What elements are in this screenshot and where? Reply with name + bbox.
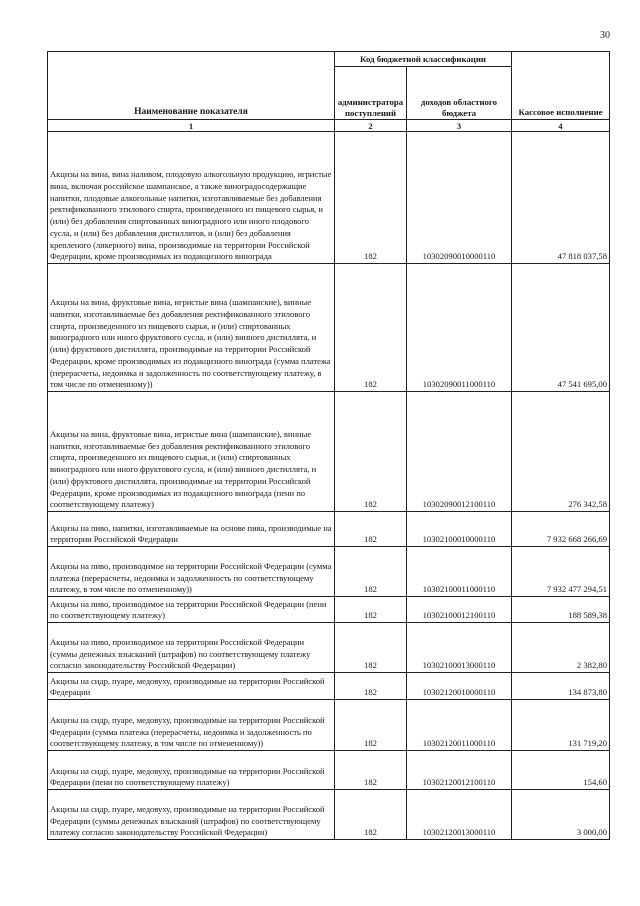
row-amount: 7 932 477 294,51 [512,547,610,597]
row-revenue-code: 10302100012100110 [407,597,512,623]
row-amount: 3 000,00 [512,790,610,840]
page-number: 30 [600,30,610,41]
table-row [48,673,610,700]
table-row [48,547,610,597]
row-revenue-code: 10302120012100110 [407,751,512,790]
row-revenue-code: 10302090012100110 [407,392,512,512]
column-numbers-row [48,120,610,132]
row-name: Акцизы на вина, фруктовые вина, игристые вина (шампанские), винные напитки, изготавливаемые без добавления ректификованного этилового спирта, произведенного из пищевого сырья, и (или) спиртованных виноградного или иного фруктового сусла, и (или) винного дистиллята, и (или) фруктового дистиллята, производимые на территории Российской Федерации, кроме производимых из подакцизного винограда (сумма платежа (перерасчеты, недоимка и задолженность по соответствующему платежу, в том числе по отмененному)) [48,264,335,392]
row-amount: 131 719,20 [512,700,610,751]
row-revenue-code: 10302090011000110 [407,264,512,392]
row-name: Акцизы на сидр, пуаре, медовуху, производимые на территории Российской Федерации (сумма платежа (перерасчеты, недоимка и задолженность по соответствующему платежу, в том числе по отмененному)) [48,700,335,751]
header-cash-execution: Кассовое исполнение [512,52,610,120]
row-revenue-code: 10302090010000110 [407,132,512,264]
table-row [48,597,610,623]
row-revenue-code: 10302120013000110 [407,790,512,840]
row-amount: 134 873,80 [512,673,610,700]
row-admin-code: 182 [335,623,407,673]
row-amount: 7 932 668 266,69 [512,512,610,547]
table-row [48,623,610,673]
row-revenue-code: 10302100011000110 [407,547,512,597]
row-admin-code: 182 [335,790,407,840]
row-amount: 276 342,58 [512,392,610,512]
row-name: Акцизы на вина, вина наливом, плодовую алкогольную продукцию, игристые вина, включая российское шампанское, а также виноградосодержащие напитки, плодовые алкогольные напитки, изготавливаемые без добавления ректификованного этилового спирта, произведенного из пищевого сырья, и (или) без добавления спиртованных виноградного или иного плодового сусла, и (или) без добавления дистиллятов, и (или) без добавления крепленого (ликерного) вина, производимые на территории Российской Федерации, кроме производимых из подакцизного винограда [48,132,335,264]
row-name: Акцизы на пиво, производимое на территории Российской Федерации (пени по соответствующему платежу) [48,597,335,623]
header-revenue-code: доходов областного бюджета [407,67,512,120]
table-row [48,132,610,264]
row-amount: 154,60 [512,751,610,790]
header-admin-code: администратора поступлений [335,67,407,120]
table-row [48,751,610,790]
row-name: Акцизы на сидр, пуаре, медовуху, производимые на территории Российской Федерации [48,673,335,700]
row-revenue-code: 10302100010000110 [407,512,512,547]
table-row [48,264,610,392]
table-row [48,700,610,751]
header-indicator-name: Наименование показателя [48,52,335,120]
column-number: 4 [512,120,610,132]
table-row [48,392,610,512]
column-number: 1 [48,120,335,132]
row-revenue-code: 10302120010000110 [407,673,512,700]
row-admin-code: 182 [335,132,407,264]
row-admin-code: 182 [335,751,407,790]
row-amount: 47 541 695,00 [512,264,610,392]
row-revenue-code: 10302120011000110 [407,700,512,751]
header-budget-classification-code: Код бюджетной классификации [335,52,512,67]
column-number: 2 [335,120,407,132]
row-name: Акцизы на сидр, пуаре, медовуху, производимые на территории Российской Федерации (суммы денежных взысканий (штрафов) по соответствующему платежу согласно законодательству Российской Федерации) [48,790,335,840]
row-name: Акцизы на сидр, пуаре, медовуху, производимые на территории Российской Федерации (пени по соответствующему платежу) [48,751,335,790]
row-name: Акцизы на пиво, производимое на территории Российской Федерации (сумма платежа (перерасчеты, недоимка и задолженность по соответствующему платежу, в том числе по отмененному)) [48,547,335,597]
row-name: Акцизы на вина, фруктовые вина, игристые вина (шампанские), винные напитки, изготавливаемые без добавления ректификованного этилового спирта, произведенного из пищевого сырья, и (или) спиртованных виноградного или иного фруктового сусла, и (или) винного дистиллята, и (или) фруктового дистиллята, производимые на территории Российской Федерации, кроме производимых из подакцизного винограда (пени по соответствующему платежу) [48,392,335,512]
row-admin-code: 182 [335,392,407,512]
row-amount: 2 382,80 [512,623,610,673]
row-admin-code: 182 [335,673,407,700]
row-admin-code: 182 [335,597,407,623]
row-admin-code: 182 [335,512,407,547]
table-row [48,790,610,840]
row-admin-code: 182 [335,264,407,392]
row-amount: 47 818 037,58 [512,132,610,264]
row-admin-code: 182 [335,700,407,751]
row-name: Акцизы на пиво, производимое на территории Российской Федерации (суммы денежных взысканий (штрафов) по соответствующему платежу согласно законодательству Российской Федерации) [48,623,335,673]
row-name: Акцизы на пиво, напитки, изготавливаемые на основе пива, производимые на территории Российской Федерации [48,512,335,547]
row-admin-code: 182 [335,547,407,597]
row-amount: 188 589,38 [512,597,610,623]
row-revenue-code: 10302100013000110 [407,623,512,673]
column-number: 3 [407,120,512,132]
table-row [48,512,610,547]
budget-execution-table [47,51,610,840]
